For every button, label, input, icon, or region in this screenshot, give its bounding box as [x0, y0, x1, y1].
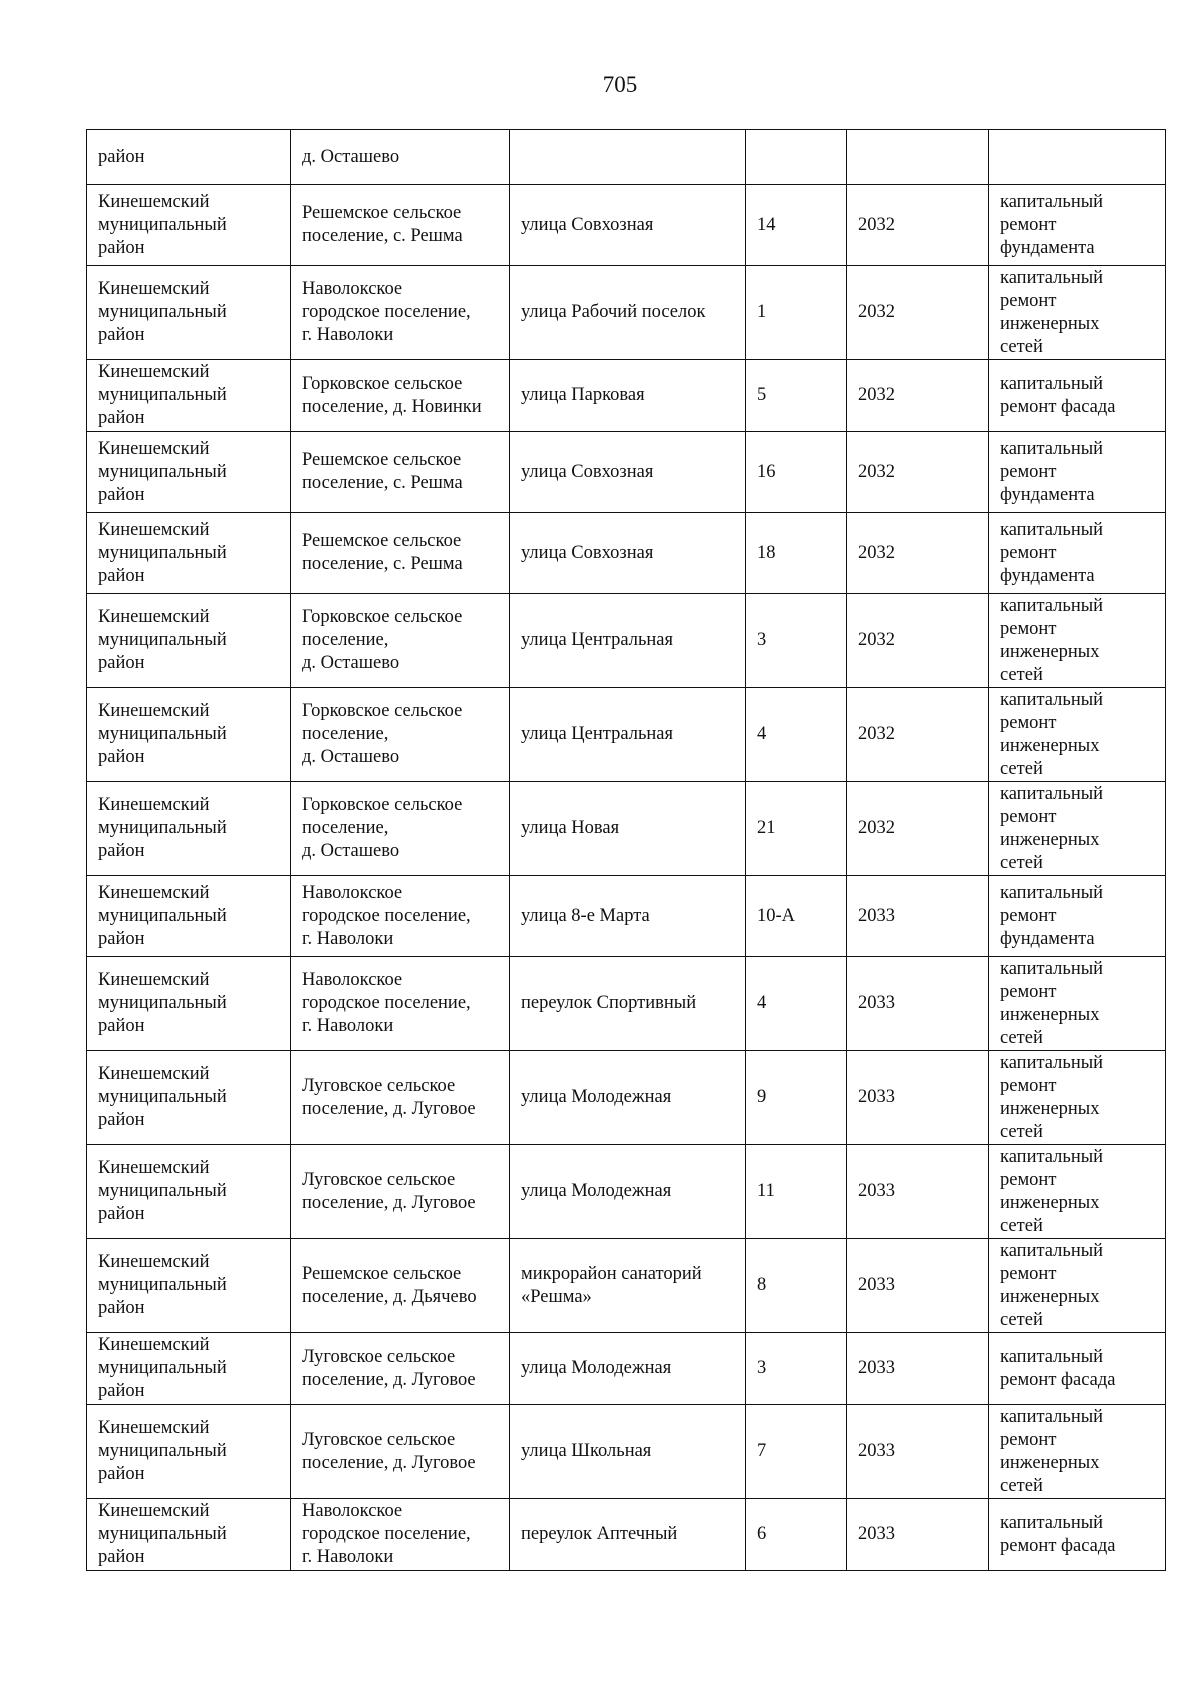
- street-cell: [510, 1333, 746, 1405]
- settlement-cell-text: Решемское сельское поселение, д. Дьячево: [302, 1263, 477, 1307]
- street-cell: [510, 688, 746, 782]
- district-cell-text: Кинешемский муниципальный район: [98, 607, 227, 673]
- table-row: [87, 1239, 1166, 1333]
- settlement-cell-text: д. Осташево: [302, 146, 400, 167]
- year-cell: [847, 957, 989, 1051]
- year-cell: [847, 432, 989, 513]
- work-type-cell-text: капитальный ремонт инженерных сетей: [1000, 1146, 1104, 1236]
- work-type-cell: [989, 876, 1166, 957]
- street-cell-text: улица Школьная: [521, 1441, 652, 1461]
- year-cell-text: 2032: [858, 542, 895, 563]
- house-number-cell: [746, 1499, 847, 1571]
- work-type-cell-text: капитальный ремонт инженерных сетей: [1000, 1052, 1104, 1142]
- year-cell: [847, 360, 989, 432]
- year-cell-text: 2032: [858, 818, 895, 838]
- table-body: [87, 130, 1166, 1571]
- work-type-cell-text: капитальный ремонт инженерных сетей: [1000, 1240, 1104, 1330]
- year-cell: [847, 130, 989, 185]
- district-cell-text: Кинешемский муниципальный район: [98, 970, 227, 1036]
- district-cell: [87, 513, 291, 594]
- district-cell-text: Кинешемский муниципальный район: [98, 279, 227, 345]
- house-number-cell: [746, 782, 847, 876]
- page-number: 705: [602, 72, 638, 97]
- settlement-cell-text: Луговское сельское поселение, д. Луговое: [302, 1075, 476, 1119]
- settlement-cell-text: Наволокское городское поселение, г. Наволоки: [302, 970, 471, 1036]
- work-type-cell: [989, 1051, 1166, 1145]
- street-cell-text: улица Центральная: [521, 630, 674, 650]
- year-cell: [847, 266, 989, 360]
- street-cell-text: микрорайон санаторий «Решма»: [521, 1263, 702, 1307]
- housing-repair-table: [86, 129, 1166, 1571]
- house-number-cell-text: 3: [757, 630, 767, 650]
- work-type-cell: [989, 1405, 1166, 1499]
- settlement-cell-text: Наволокское городское поселение, г. Наволоки: [302, 882, 471, 949]
- work-type-cell-text: капитальный ремонт фасада: [1000, 1346, 1116, 1390]
- settlement-cell-text: Горковское сельское поселение, д. Осташево: [302, 795, 463, 861]
- district-cell-text: Кинешемский муниципальный район: [98, 1335, 227, 1401]
- house-number-cell-text: 7: [757, 1441, 767, 1461]
- settlement-cell-text: Луговское сельское поселение, д. Луговое: [302, 1429, 476, 1473]
- work-type-cell: [989, 688, 1166, 782]
- table-row: [87, 876, 1166, 957]
- street-cell: [510, 1405, 746, 1499]
- street-cell-text: улица Парковая: [521, 385, 645, 405]
- street-cell-text: переулок Спортивный: [521, 993, 697, 1013]
- table-row: [87, 688, 1166, 782]
- street-cell: [510, 1051, 746, 1145]
- house-number-cell-text: 6: [757, 1524, 767, 1544]
- street-cell-text: переулок Аптечный: [521, 1524, 678, 1544]
- district-cell-text: Кинешемский муниципальный район: [98, 1158, 227, 1224]
- district-cell-text: Кинешемский муниципальный район: [98, 438, 227, 505]
- work-type-cell: [989, 1333, 1166, 1405]
- district-cell: [87, 688, 291, 782]
- settlement-cell: [291, 594, 510, 688]
- house-number-cell: [746, 957, 847, 1051]
- year-cell-text: 2033: [858, 1524, 895, 1544]
- house-number-cell: [746, 266, 847, 360]
- house-number-cell-text: 11: [757, 1181, 775, 1201]
- table-row: [87, 957, 1166, 1051]
- table-row: [87, 360, 1166, 432]
- street-cell-text: улица Совхозная: [521, 214, 654, 235]
- street-cell: [510, 130, 746, 185]
- year-cell-text: 2032: [858, 302, 895, 322]
- table-row: [87, 1145, 1166, 1239]
- house-number-cell-text: 8: [757, 1275, 767, 1295]
- work-type-cell: [989, 266, 1166, 360]
- work-type-cell-text: капитальный ремонт инженерных сетей: [1000, 1406, 1104, 1496]
- table-row: [87, 432, 1166, 513]
- street-cell: [510, 594, 746, 688]
- table-row: [87, 1499, 1166, 1571]
- district-cell: [87, 594, 291, 688]
- street-cell: [510, 513, 746, 594]
- work-type-cell-text: капитальный ремонт фундамента: [1000, 438, 1104, 505]
- work-type-cell: [989, 185, 1166, 266]
- district-cell: [87, 782, 291, 876]
- house-number-cell: [746, 130, 847, 185]
- house-number-cell: [746, 876, 847, 957]
- settlement-cell: [291, 360, 510, 432]
- house-number-cell: [746, 513, 847, 594]
- year-cell: [847, 782, 989, 876]
- work-type-cell: [989, 432, 1166, 513]
- district-cell-text: Кинешемский муниципальный район: [98, 882, 227, 949]
- district-cell-text: Кинешемский муниципальный район: [98, 362, 227, 428]
- work-type-cell-text: капитальный ремонт фасада: [1000, 373, 1116, 417]
- street-cell: [510, 782, 746, 876]
- district-cell-text: Кинешемский муниципальный район: [98, 1418, 227, 1484]
- district-cell: [87, 185, 291, 266]
- year-cell-text: 2032: [858, 461, 895, 482]
- settlement-cell-text: Наволокское городское поселение, г. Наволоки: [302, 1501, 471, 1567]
- house-number-cell-text: 18: [757, 542, 776, 563]
- district-cell: [87, 957, 291, 1051]
- table-row: [87, 1405, 1166, 1499]
- settlement-cell-text: Решемское сельское поселение, с. Решма: [302, 203, 463, 246]
- house-number-cell: [746, 185, 847, 266]
- table-row: [87, 594, 1166, 688]
- house-number-cell-text: 9: [757, 1087, 767, 1107]
- district-cell-text: Кинешемский муниципальный район: [98, 795, 227, 861]
- district-cell-text: Кинешемский муниципальный район: [98, 191, 227, 258]
- street-cell: [510, 432, 746, 513]
- table-row: [87, 266, 1166, 360]
- work-type-cell-text: капитальный ремонт инженерных сетей: [1000, 267, 1104, 357]
- house-number-cell: [746, 1333, 847, 1405]
- street-cell-text: улица Рабочий поселок: [521, 302, 706, 322]
- work-type-cell-text: капитальный ремонт фундамента: [1000, 191, 1104, 258]
- settlement-cell-text: Луговское сельское поселение, д. Луговое: [302, 1346, 476, 1390]
- settlement-cell: [291, 513, 510, 594]
- house-number-cell-text: 1: [757, 302, 767, 322]
- district-cell: [87, 266, 291, 360]
- settlement-cell: [291, 130, 510, 185]
- settlement-cell: [291, 876, 510, 957]
- year-cell: [847, 1499, 989, 1571]
- street-cell-text: улица Совхозная: [521, 542, 654, 563]
- settlement-cell-text: Решемское сельское поселение, с. Решма: [302, 450, 463, 493]
- district-cell: [87, 360, 291, 432]
- street-cell: [510, 876, 746, 957]
- year-cell-text: 2033: [858, 993, 895, 1013]
- settlement-cell-text: Решемское сельское поселение, с. Решма: [302, 531, 463, 574]
- street-cell: [510, 185, 746, 266]
- year-cell: [847, 876, 989, 957]
- table-row: [87, 1333, 1166, 1405]
- district-cell: [87, 1145, 291, 1239]
- street-cell: [510, 360, 746, 432]
- house-number-cell: [746, 1239, 847, 1333]
- district-cell-text: Кинешемский муниципальный район: [98, 1501, 227, 1567]
- year-cell-text: 2033: [858, 1181, 895, 1201]
- settlement-cell: [291, 432, 510, 513]
- work-type-cell-text: капитальный ремонт инженерных сетей: [1000, 689, 1104, 779]
- house-number-cell: [746, 594, 847, 688]
- district-cell: [87, 1405, 291, 1499]
- settlement-cell-text: Горковское сельское поселение, д. Осташево: [302, 701, 463, 767]
- district-cell: [87, 1499, 291, 1571]
- settlement-cell: [291, 1145, 510, 1239]
- settlement-cell: [291, 1405, 510, 1499]
- year-cell-text: 2033: [858, 1275, 895, 1295]
- street-cell: [510, 1499, 746, 1571]
- table-row: [87, 130, 1166, 185]
- house-number-cell: [746, 1051, 847, 1145]
- house-number-cell: [746, 360, 847, 432]
- work-type-cell-text: капитальный ремонт инженерных сетей: [1000, 595, 1104, 685]
- work-type-cell: [989, 360, 1166, 432]
- street-cell-text: улица Совхозная: [521, 461, 654, 482]
- house-number-cell-text: 5: [757, 385, 767, 405]
- work-type-cell: [989, 1145, 1166, 1239]
- year-cell: [847, 688, 989, 782]
- house-number-cell: [746, 1405, 847, 1499]
- year-cell: [847, 594, 989, 688]
- house-number-cell-text: 4: [757, 993, 767, 1013]
- district-cell: [87, 1333, 291, 1405]
- district-cell-text: Кинешемский муниципальный район: [98, 519, 227, 586]
- work-type-cell: [989, 957, 1166, 1051]
- district-cell-text: Кинешемский муниципальный район: [98, 1064, 227, 1130]
- settlement-cell: [291, 1051, 510, 1145]
- settlement-cell: [291, 1333, 510, 1405]
- year-cell-text: 2032: [858, 724, 895, 744]
- street-cell: [510, 266, 746, 360]
- settlement-cell: [291, 266, 510, 360]
- year-cell-text: 2033: [858, 1087, 895, 1107]
- street-cell-text: улица Молодежная: [521, 1358, 672, 1378]
- house-number-cell-text: 4: [757, 724, 767, 744]
- settlement-cell: [291, 185, 510, 266]
- year-cell: [847, 1145, 989, 1239]
- year-cell-text: 2033: [858, 1441, 895, 1461]
- work-type-cell-text: капитальный ремонт фасада: [1000, 1512, 1116, 1556]
- street-cell-text: улица 8-е Марта: [521, 905, 650, 926]
- table-row: [87, 185, 1166, 266]
- table-row: [87, 513, 1166, 594]
- work-type-cell: [989, 1239, 1166, 1333]
- work-type-cell: [989, 1499, 1166, 1571]
- year-cell-text: 2033: [858, 905, 895, 926]
- table-row: [87, 782, 1166, 876]
- table-row: [87, 1051, 1166, 1145]
- street-cell: [510, 1239, 746, 1333]
- work-type-cell: [989, 782, 1166, 876]
- year-cell-text: 2032: [858, 630, 895, 650]
- work-type-cell-text: капитальный ремонт фундамента: [1000, 519, 1104, 586]
- year-cell-text: 2033: [858, 1358, 895, 1378]
- work-type-cell-text: капитальный ремонт инженерных сетей: [1000, 958, 1104, 1048]
- work-type-cell: [989, 130, 1166, 185]
- work-type-cell: [989, 594, 1166, 688]
- work-type-cell-text: капитальный ремонт инженерных сетей: [1000, 783, 1104, 873]
- settlement-cell: [291, 957, 510, 1051]
- year-cell: [847, 513, 989, 594]
- settlement-cell-text: Горковское сельское поселение, д. Осташево: [302, 607, 463, 673]
- street-cell-text: улица Центральная: [521, 724, 674, 744]
- district-cell: [87, 1239, 291, 1333]
- year-cell: [847, 1405, 989, 1499]
- house-number-cell-text: 3: [757, 1358, 767, 1378]
- house-number-cell-text: 21: [757, 818, 776, 838]
- district-cell: [87, 130, 291, 185]
- house-number-cell: [746, 432, 847, 513]
- district-cell: [87, 1051, 291, 1145]
- street-cell-text: улица Новая: [521, 818, 620, 838]
- district-cell-text: Кинешемский муниципальный район: [98, 701, 227, 767]
- house-number-cell: [746, 688, 847, 782]
- house-number-cell: [746, 1145, 847, 1239]
- year-cell-text: 2032: [858, 385, 895, 405]
- year-cell: [847, 1333, 989, 1405]
- settlement-cell: [291, 782, 510, 876]
- settlement-cell: [291, 1499, 510, 1571]
- street-cell-text: улица Молодежная: [521, 1087, 672, 1107]
- house-number-cell-text: 10-А: [757, 905, 796, 926]
- street-cell: [510, 1145, 746, 1239]
- year-cell: [847, 185, 989, 266]
- settlement-cell: [291, 1239, 510, 1333]
- year-cell: [847, 1051, 989, 1145]
- district-cell-text: Кинешемский муниципальный район: [98, 1252, 227, 1318]
- settlement-cell-text: Луговское сельское поселение, д. Луговое: [302, 1169, 476, 1213]
- district-cell: [87, 876, 291, 957]
- district-cell-text: район: [98, 146, 145, 167]
- settlement-cell-text: Горковское сельское поселение, д. Новинки: [302, 373, 482, 417]
- street-cell: [510, 957, 746, 1051]
- work-type-cell: [989, 513, 1166, 594]
- year-cell-text: 2032: [858, 214, 895, 235]
- year-cell: [847, 1239, 989, 1333]
- work-type-cell-text: капитальный ремонт фундамента: [1000, 882, 1104, 949]
- settlement-cell-text: Наволокское городское поселение, г. Наволоки: [302, 279, 471, 345]
- district-cell: [87, 432, 291, 513]
- house-number-cell-text: 16: [757, 461, 776, 482]
- house-number-cell-text: 14: [757, 214, 776, 235]
- settlement-cell: [291, 688, 510, 782]
- street-cell-text: улица Молодежная: [521, 1181, 672, 1201]
